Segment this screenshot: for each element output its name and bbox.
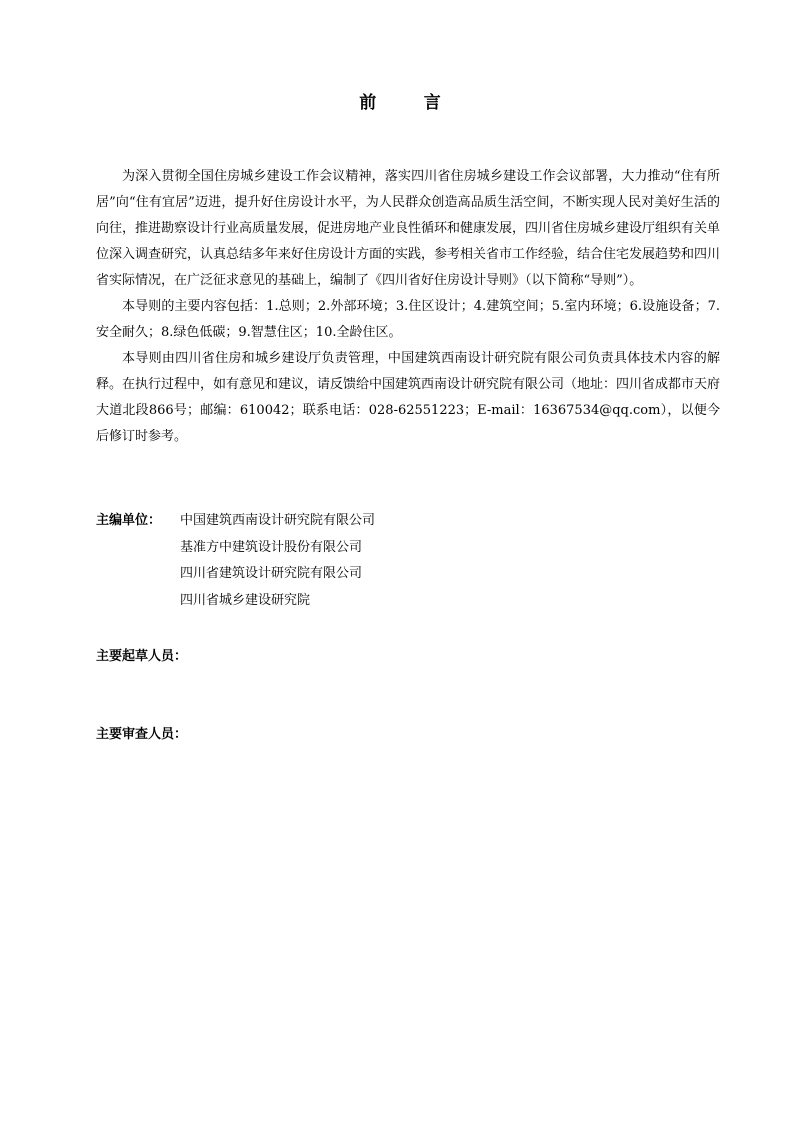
chief-units-list xyxy=(180,508,375,614)
chief-unit-item: 四川省城乡建设研究院 xyxy=(180,592,311,608)
chief-unit-item: 四川省建筑设计研究院有限公司 xyxy=(180,566,363,581)
chief-unit-item: 基准方中建筑设计股份有限公司 xyxy=(180,539,363,555)
preface-paragraph: 本导则的主要内容包括：1.总则；2.外部环境；3.住区设计；4.建筑空间；5.室内环境；6.设施设备；7.安全耐久；8.绿色低碳；9.智慧住区；10.全龄住区。 xyxy=(96,299,720,340)
drafters-label: 主要起草人员： xyxy=(96,649,188,664)
preface-paragraph: 本导则由四川省住房和城乡建设厅负责管理，中国建筑西南设计研究院有限公司负责具体技术内容的解释。在执行过程中，如有意见和建议，请反馈给中国建筑西南设计研究院有限公司（地址：四川省成都市天府大道北段866号；邮编：610042；联系电话：028-62551223；E-mail：16367534@qq.com），以便今后修订时参考。 xyxy=(96,351,721,444)
chief-units-label: 主编单位： xyxy=(96,513,162,528)
page-title: 前 言 xyxy=(359,93,457,113)
preface-body xyxy=(96,164,720,450)
preface-paragraph: 为深入贯彻全国住房城乡建设工作会议精神，落实四川省住房城乡建设工作会议部署，大力推动“住有所居”向“住有宜居”迈进，提升好住房设计水平，为人民群众创造高品质生活空间，不断实现人民对美好生活的向往，推进勘察设计行业高质量发展，促进房地产业良性循环和健康发展，四川省住房城乡建设厅组织有关单位深入调查研究，认真总结多年来好住房设计方面的实践，参考相关省市工作经验，结合住宅发展趋势和四川省实际情况，在广泛征求意见的基础上，编制了《四川省好住房设计导则》（以下简称“导则”）。 xyxy=(96,169,721,288)
chief-unit-item: 中国建筑西南设计研究院有限公司 xyxy=(180,513,376,528)
reviewers-label: 主要审查人员： xyxy=(96,727,188,742)
